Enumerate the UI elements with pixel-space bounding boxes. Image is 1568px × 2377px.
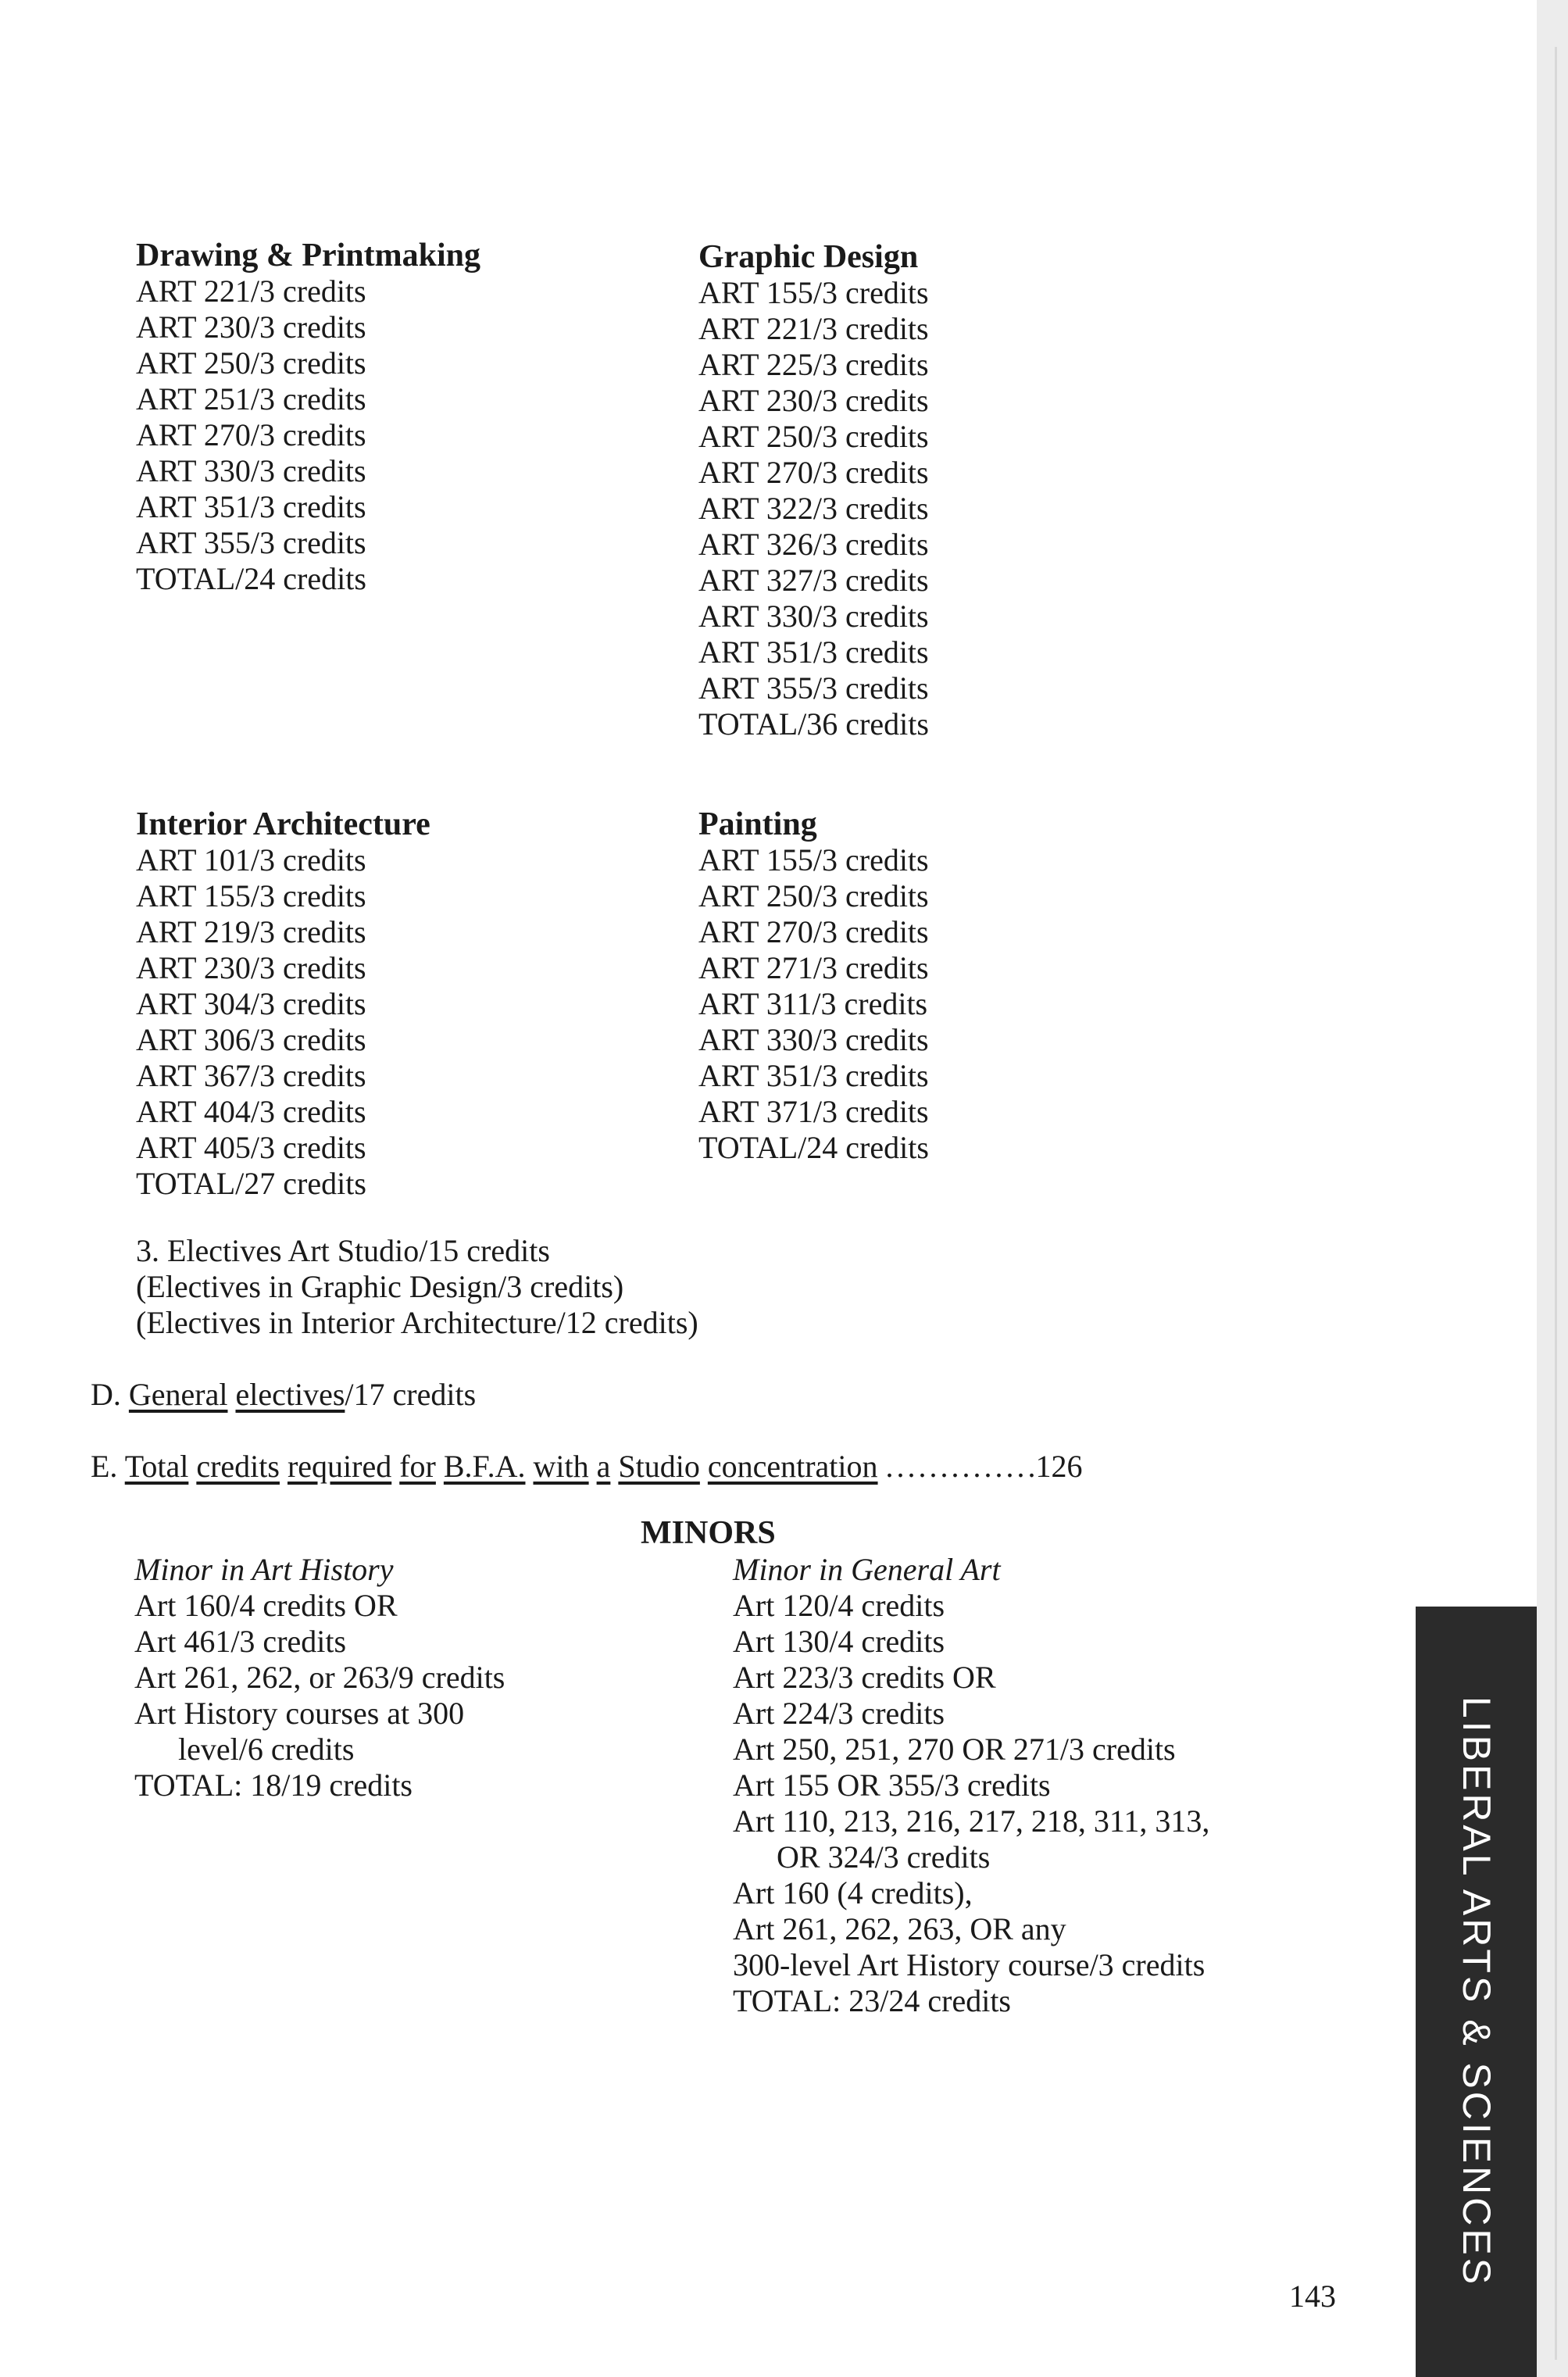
course-line: ART 351/3 credits xyxy=(698,634,929,670)
electives-block xyxy=(136,1233,698,1341)
drawing-printmaking-section xyxy=(136,238,480,597)
item-d-word: General xyxy=(128,1377,228,1412)
item-e-word: a xyxy=(596,1449,611,1484)
course-line: ART 230/3 credits xyxy=(698,383,929,418)
course-line: ART 221/3 credits xyxy=(698,311,929,346)
minor-line-continued: OR 324/3 credits xyxy=(777,1839,991,1875)
minor-line-continued: level/6 credits xyxy=(178,1732,355,1767)
course-line: ART 250/3 credits xyxy=(698,419,929,454)
course-line: ART 351/3 credits xyxy=(698,1058,929,1093)
course-line: ART 230/3 credits xyxy=(136,950,366,985)
course-line: ART 311/3 credits xyxy=(698,986,928,1021)
course-line: ART 405/3 credits xyxy=(136,1130,366,1165)
course-line: ART 351/3 credits xyxy=(136,489,366,524)
section-title: Interior Architecture xyxy=(136,806,430,842)
graphic-design-section xyxy=(698,239,929,742)
minor-general-art xyxy=(733,1552,1209,2019)
course-line: ART 251/3 credits xyxy=(136,381,366,416)
minor-line: Art 250, 251, 270 OR 271/3 credits xyxy=(733,1732,1176,1767)
minor-title: Minor in Art History xyxy=(134,1552,394,1587)
total-line: TOTAL/27 credits xyxy=(136,1166,366,1201)
page-edge-line xyxy=(1555,47,1557,2360)
item-e-word: credits xyxy=(196,1449,280,1484)
item-d-rest: /17 credits xyxy=(345,1377,477,1412)
electives-line: (Electives in Interior Architecture/12 credits) xyxy=(136,1305,698,1340)
minor-line: Art 223/3 credits OR xyxy=(733,1660,996,1695)
minor-title: Minor in General Art xyxy=(733,1552,1001,1587)
item-letter: D. xyxy=(91,1377,121,1412)
total-line: TOTAL/24 credits xyxy=(136,561,366,596)
item-e-word: Studio xyxy=(618,1449,700,1484)
minor-line: Art 110, 213, 216, 217, 218, 311, 313, xyxy=(733,1803,1210,1839)
course-line: ART 322/3 credits xyxy=(698,491,929,526)
minor-line: Art 160 (4 credits), xyxy=(733,1875,973,1911)
course-line: ART 155/3 credits xyxy=(136,878,366,913)
course-line: ART 330/3 credits xyxy=(136,453,366,488)
total-line: TOTAL/36 credits xyxy=(698,706,929,742)
course-line: ART 330/3 credits xyxy=(698,599,929,634)
course-line: ART 371/3 credits xyxy=(698,1094,929,1129)
item-e-word: for xyxy=(399,1449,436,1484)
minor-line: Art 130/4 credits xyxy=(733,1624,945,1659)
course-line: ART 326/3 credits xyxy=(698,527,929,562)
item-e-word: concentration xyxy=(707,1449,878,1484)
item-e xyxy=(91,1449,1083,1485)
page-edge-shadow xyxy=(1537,0,1568,2377)
total-value: .126 xyxy=(1027,1449,1083,1484)
course-line: ART 355/3 credits xyxy=(698,670,929,706)
minor-total: TOTAL: 18/19 credits xyxy=(134,1768,413,1803)
section-title: Painting xyxy=(698,806,817,842)
course-line: ART 327/3 credits xyxy=(698,563,929,598)
course-line: ART 270/3 credits xyxy=(698,914,929,949)
electives-line: 3. Electives Art Studio/15 credits xyxy=(136,1233,550,1268)
course-line: ART 270/3 credits xyxy=(136,417,366,452)
item-letter: E. xyxy=(91,1449,118,1484)
section-title: Drawing & Printmaking xyxy=(136,238,480,273)
item-d-word: electives xyxy=(235,1377,345,1412)
minor-line: Art 261, 262, 263, OR any xyxy=(733,1911,1066,1946)
course-line: ART 330/3 credits xyxy=(698,1022,929,1057)
course-line: ART 155/3 credits xyxy=(698,275,929,310)
dot-leader: ............. xyxy=(885,1449,1028,1484)
minor-line: Art 120/4 credits xyxy=(733,1588,945,1623)
item-e-word: Total xyxy=(124,1449,189,1484)
course-line: ART 367/3 credits xyxy=(136,1058,366,1093)
course-line: ART 271/3 credits xyxy=(698,950,929,985)
course-line: ART 250/3 credits xyxy=(698,878,929,913)
minor-line: Art 224/3 credits xyxy=(733,1696,945,1731)
course-line: ART 355/3 credits xyxy=(136,525,366,560)
section-tab xyxy=(1416,1607,1537,2377)
item-e-word: required xyxy=(287,1449,392,1484)
course-line: ART 101/3 credits xyxy=(136,842,366,878)
section-tab-label: LIBERAL ARTS & SCIENCES xyxy=(1454,1696,1498,2288)
section-title: Graphic Design xyxy=(698,239,919,275)
interior-architecture-section xyxy=(136,806,430,1202)
course-line: ART 230/3 credits xyxy=(136,309,366,345)
item-d xyxy=(91,1377,476,1413)
minor-line: Art 160/4 credits OR xyxy=(134,1588,398,1623)
course-line: ART 306/3 credits xyxy=(136,1022,366,1057)
course-line: ART 304/3 credits xyxy=(136,986,366,1021)
course-line: ART 404/3 credits xyxy=(136,1094,366,1129)
minor-line: Art 261, 262, or 263/9 credits xyxy=(134,1660,505,1695)
course-line: ART 270/3 credits xyxy=(698,455,929,490)
minor-line: Art History courses at 300 xyxy=(134,1696,465,1731)
item-e-word: with xyxy=(533,1449,589,1484)
minor-line: Art 461/3 credits xyxy=(134,1624,347,1659)
minor-total: TOTAL: 23/24 credits xyxy=(733,1983,1011,2018)
course-line: ART 155/3 credits xyxy=(698,842,929,878)
minors-heading: MINORS xyxy=(641,1515,776,1551)
electives-line: (Electives in Graphic Design/3 credits) xyxy=(136,1269,624,1304)
course-line: ART 221/3 credits xyxy=(136,273,366,309)
item-e-word: B.F.A. xyxy=(443,1449,526,1484)
page-number: 143 xyxy=(1289,2279,1336,2314)
minor-line: 300-level Art History course/3 credits xyxy=(733,1947,1205,1982)
total-line: TOTAL/24 credits xyxy=(698,1130,929,1165)
painting-section xyxy=(698,806,929,1166)
minor-art-history xyxy=(134,1552,505,1803)
minor-line: Art 155 OR 355/3 credits xyxy=(733,1768,1051,1803)
course-line: ART 250/3 credits xyxy=(136,345,366,381)
course-line: ART 225/3 credits xyxy=(698,347,929,382)
course-line: ART 219/3 credits xyxy=(136,914,366,949)
